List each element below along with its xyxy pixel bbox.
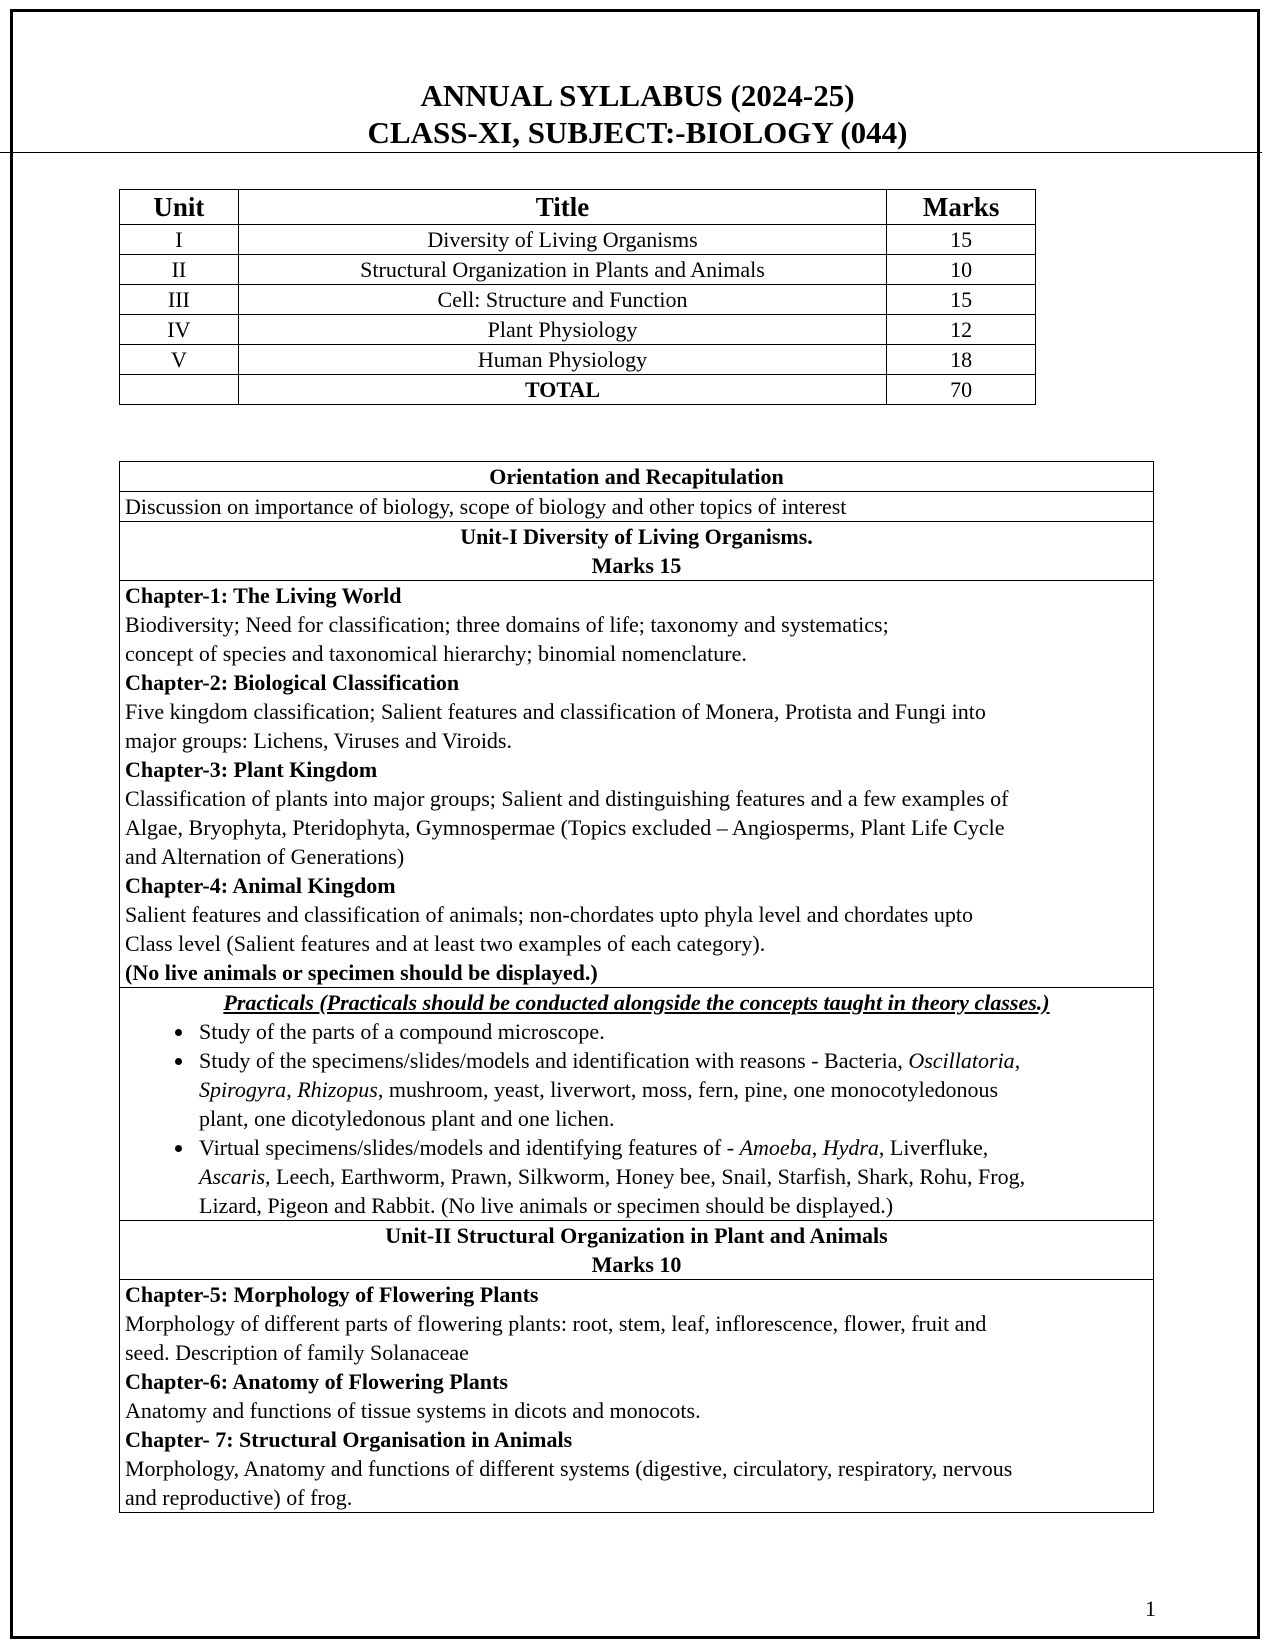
table-row [120, 285, 1036, 315]
unit-cell: III [120, 285, 239, 315]
marks-cell: 10 [887, 255, 1036, 285]
syllabus-table [119, 461, 1154, 1513]
item-text: , Leech, Earthworm, Prawn, Silkworm, Honey bee, Snail, Starfish, Shark, Rohu, Frog, [265, 1164, 1026, 1189]
chapter-text: Morphology of different parts of flowering plants: root, stem, leaf, inflorescence, flower, fruit and [125, 1311, 987, 1336]
document-title: ANNUAL SYLLABUS (2024-25) [420, 78, 855, 113]
column-header-title: Title [238, 190, 886, 225]
chapter-title: Chapter-3: Plant Kingdom [125, 757, 378, 782]
unit-cell: IV [120, 315, 239, 345]
chapter-text: seed. Description of family Solanaceae [125, 1340, 469, 1365]
list-item [195, 1046, 1148, 1133]
unit-cell: II [120, 255, 239, 285]
chapter-text: Five kingdom classification; Salient features and classification of Monera, Protista and Fungi into [125, 699, 986, 724]
list-item [195, 1133, 1148, 1220]
title-cell: Plant Physiology [238, 315, 886, 345]
unit1-heading [120, 522, 1154, 581]
chapter-text: Class level (Salient features and at least two examples of each category). [125, 931, 766, 956]
orientation-text: Discussion on importance of biology, scope of biology and other topics of interest [120, 492, 1154, 522]
item-text: , [1014, 1048, 1021, 1073]
total-row [120, 375, 1036, 405]
chapter-text: concept of species and taxonomical hierarchy; binomial nomenclature. [125, 641, 747, 666]
unit1-marks: Marks 15 [591, 553, 682, 578]
document-subtitle: CLASS-XI, SUBJECT:-BIOLOGY (044) [367, 115, 908, 150]
title-cell: Cell: Structure and Function [238, 285, 886, 315]
species-name: Rhizopus [297, 1077, 378, 1102]
list-item: • Study of the parts of a compound microscope. [195, 1017, 1148, 1046]
practicals-section [120, 988, 1154, 1221]
specimen-note: (No live animals or specimen should be displayed.) [125, 960, 598, 985]
marks-cell: 15 [887, 225, 1036, 255]
species-name: Hydra [822, 1135, 879, 1160]
marks-distribution-table [119, 189, 1036, 405]
practicals-title: Practicals (Practicals should be conducted alongside the concepts taught in theory classes.) [223, 990, 1050, 1015]
table-row [120, 345, 1036, 375]
column-header-marks: Marks [887, 190, 1036, 225]
chapter-title: Chapter- 7: Structural Organisation in Animals [125, 1427, 573, 1452]
item-text: , [811, 1135, 823, 1160]
chapter-title: Chapter-2: Biological Classification [125, 670, 460, 695]
marks-cell: 12 [887, 315, 1036, 345]
chapter-title: Chapter-4: Animal Kingdom [125, 873, 396, 898]
chapter-text: Anatomy and functions of tissue systems in dicots and monocots. [125, 1398, 701, 1423]
species-name: Ascaris [199, 1164, 265, 1189]
unit-cell: V [120, 345, 239, 375]
total-label: TOTAL [238, 375, 886, 405]
page-number: 1 [1145, 1596, 1156, 1621]
species-name: Spirogyra [199, 1077, 287, 1102]
unit1-content [120, 581, 1154, 988]
table-header-row [120, 190, 1036, 225]
practicals-list [125, 1017, 1148, 1220]
title-cell: Diversity of Living Organisms [238, 225, 886, 255]
header-divider [0, 152, 1262, 153]
table-row [120, 315, 1036, 345]
total-marks: 70 [887, 375, 1036, 405]
chapter-title: Chapter-5: Morphology of Flowering Plants [125, 1282, 539, 1307]
species-name: Amoeba [739, 1135, 812, 1160]
marks-cell: 18 [887, 345, 1036, 375]
species-name: Oscillatoria [908, 1048, 1015, 1073]
item-text: , Liverfluke, [878, 1135, 989, 1160]
unit2-content [120, 1280, 1154, 1513]
chapter-text: major groups: Lichens, Viruses and Viroids. [125, 728, 512, 753]
item-text: , [286, 1077, 298, 1102]
orientation-heading: Orientation and Recapitulation [120, 462, 1154, 492]
title-cell: Human Physiology [238, 345, 886, 375]
chapter-text: Biodiversity; Need for classification; three domains of life; taxonomy and systematics; [125, 612, 889, 637]
chapter-text: Classification of plants into major groups; Salient and distinguishing features and a few examples of [125, 786, 1009, 811]
unit2-title: Unit-II Structural Organization in Plant and Animals [385, 1223, 888, 1248]
chapter-text: and Alternation of Generations) [125, 844, 405, 869]
column-header-unit: Unit [120, 190, 239, 225]
title-cell: Structural Organization in Plants and Animals [238, 255, 886, 285]
item-text: Lizard, Pigeon and Rabbit. (No live animals or specimen should be displayed.) [199, 1193, 894, 1218]
marks-cell: 15 [887, 285, 1036, 315]
item-text: , mushroom, yeast, liverwort, moss, fern, pine, one monocotyledonous [377, 1077, 999, 1102]
table-row [120, 255, 1036, 285]
chapter-title: Chapter-6: Anatomy of Flowering Plants [125, 1369, 508, 1394]
item-text: Virtual specimens/slides/models and identifying features of - [199, 1135, 740, 1160]
item-text: Study of the specimens/slides/models and identification with reasons - Bacteria, [199, 1048, 909, 1073]
chapter-text: and reproductive) of frog. [125, 1485, 353, 1510]
unit-cell: I [120, 225, 239, 255]
chapter-text: Algae, Bryophyta, Pteridophyta, Gymnospermae (Topics excluded – Angiosperms, Plant Life Cycle [125, 815, 1005, 840]
chapter-text: Salient features and classification of animals; non-chordates upto phyla level and chordates upto [125, 902, 973, 927]
practicals-title-wrap [125, 988, 1148, 1017]
chapter-title: Chapter-1: The Living World [125, 583, 402, 608]
unit1-title: Unit-I Diversity of Living Organisms. [460, 524, 813, 549]
item-text: plant, one dicotyledonous plant and one lichen. [199, 1106, 615, 1131]
unit2-marks: Marks 10 [591, 1252, 682, 1277]
chapter-text: Morphology, Anatomy and functions of different systems (digestive, circulatory, respiratory, nervous [125, 1456, 1013, 1481]
table-row [120, 225, 1036, 255]
unit2-heading [120, 1221, 1154, 1280]
unit-cell [120, 375, 239, 405]
